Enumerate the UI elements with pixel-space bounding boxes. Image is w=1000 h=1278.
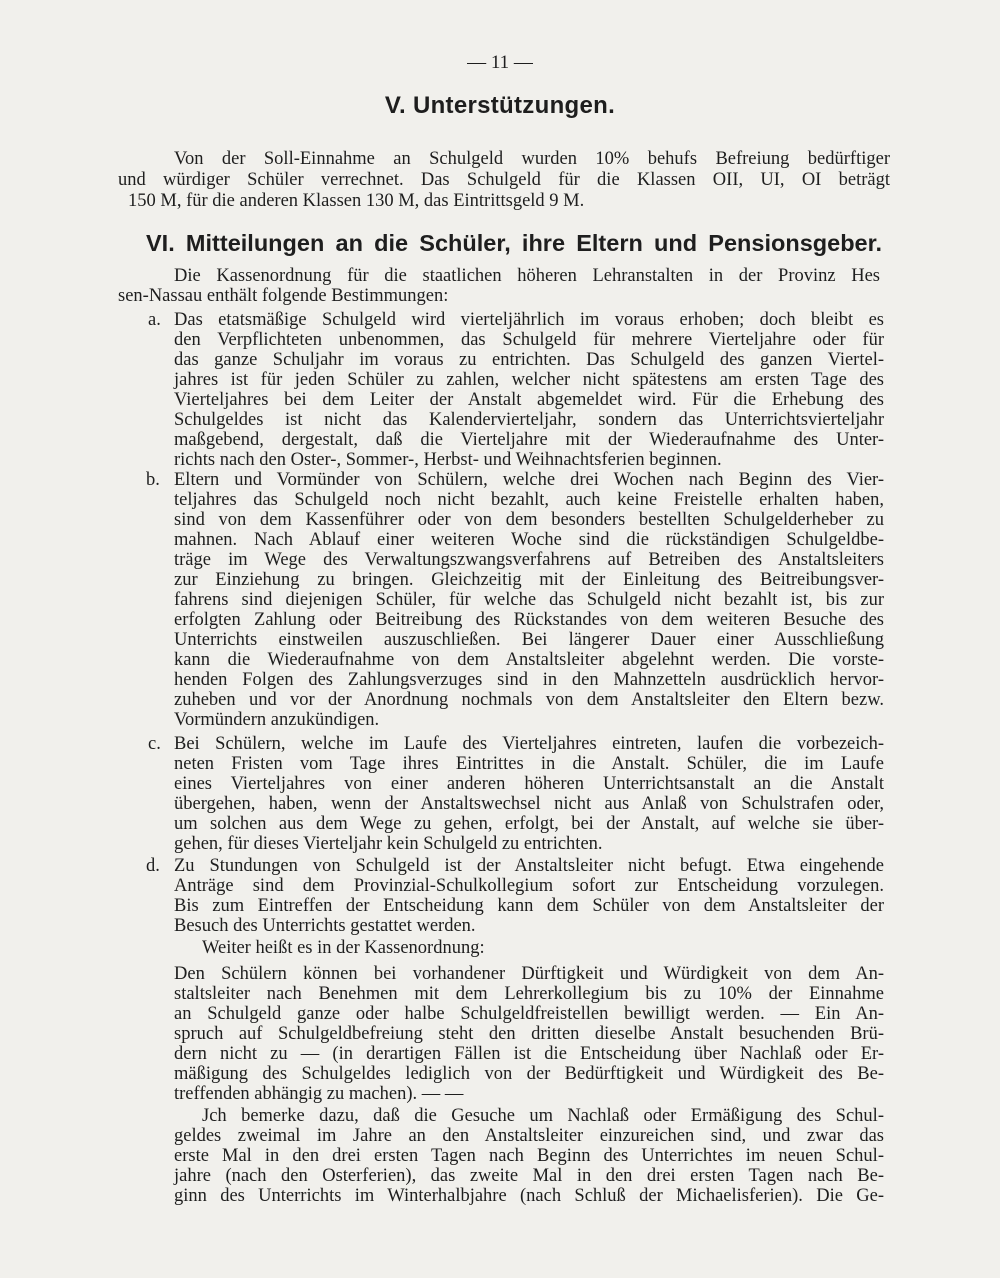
quote-line: dern nicht zu — (in derartigen Fällen ist die Entscheidung über Nachlaß oder Er- xyxy=(174,1044,884,1064)
item-b-line: zuheben und vor der Anordnung nochmals von dem Anstaltsleiter den Eltern bezw. xyxy=(174,690,884,710)
item-d-line: Besuch des Unterrichts gestattet werden. xyxy=(174,916,476,936)
quote-line: treffenden abhängig zu machen). — — xyxy=(174,1084,464,1104)
closing-line: erste Mal in den drei ersten Tagen nach Beginn des Unterrichtes im neuen Schul- xyxy=(174,1146,884,1166)
item-a-line: den Verpflichteten unbenommen, das Schulgeld für mehrere Vierteljahre oder für xyxy=(174,330,884,350)
closing-line: jahre (nach den Osterferien), das zweite Mal in den drei ersten Tagen nach Be- xyxy=(174,1166,884,1186)
item-c-line: eines Vierteljahres von einer anderen höheren Unterrichtsanstalt an die Anstalt xyxy=(174,774,884,794)
closing-line: ginn des Unterrichts im Winterhalbjahre (nach Schluß der Michaelisferien). Die Ge- xyxy=(174,1186,884,1206)
quote-line: spruch auf Schulgeldbefreiung steht den dritten dieselbe Anstalt besuchenden Brü- xyxy=(174,1024,884,1044)
item-a-line: jahres ist für jeden Schüler zu zahlen, welcher nicht spätestens am ersten Tage des xyxy=(174,370,884,390)
page-number: — 11 — xyxy=(467,52,533,73)
item-b-line: träge im Wege des Verwaltungszwangsverfahrens auf Betreiben des Anstaltsleiters xyxy=(174,550,884,570)
quote-line: staltsleiter nach Benehmen mit dem Lehrerkollegium bis zu 10% der Einnahme xyxy=(174,984,884,1004)
item-b-line: erfolgten Zahlung oder Beitreibung des Rückstandes von dem weiteren Besuche des xyxy=(174,610,884,630)
item-b-line: Vormündern anzukündigen. xyxy=(174,710,380,730)
item-a-line: Schulgeldes ist nicht das Kalendervierteljahr, sondern das Unterrichtsvierteljahr xyxy=(174,410,884,430)
section-5-line: Von der Soll-Einnahme an Schulgeld wurden 10% behufs Befreiung bedürftiger xyxy=(174,149,890,169)
item-a-line: Das etatsmäßige Schulgeld wird vierteljährlich im voraus erhoben; doch bleibt es xyxy=(174,310,884,330)
item-d-line: Anträge sind dem Provinzial-Schulkollegium sofort zur Entscheidung vorzulegen. xyxy=(174,876,884,896)
section-6-intro-line: Die Kassenordnung für die staatlichen höheren Lehranstalten in der Provinz Hes xyxy=(174,266,880,286)
item-b-line: mahnen. Nach Ablauf einer weiteren Woche sind die rückständigen Schulgeldbe- xyxy=(174,530,884,550)
quote-line: mäßigung des Schulgeldes lediglich von der Bedürftigkeit und Würdigkeit des Be- xyxy=(174,1064,884,1084)
item-a-line: maßgebend, dergestalt, daß die Vierteljahre mit der Wiederaufnahme des Unter- xyxy=(174,430,884,450)
item-c-line: Bei Schülern, welche im Laufe des Vierteljahres eintreten, laufen die vorbezeich- xyxy=(174,734,884,754)
item-b-line: fahrens sind diejenigen Schüler, für welche das Schulgeld nicht bezahlt ist, bis zur xyxy=(174,590,884,610)
quote-line: an Schulgeld ganze oder halbe Schulgeldfreistellen bewilligt werden. — Ein An- xyxy=(174,1004,884,1024)
item-b-line: henden Folgen des Zahlungsverzuges sind in den Mahnzetteln ausdrücklich hervor- xyxy=(174,670,884,690)
item-b-line: Eltern und Vormünder von Schülern, welche drei Wochen nach Beginn des Vier- xyxy=(174,470,884,490)
section-5-line: 150 M, für die anderen Klassen 130 M, das Eintrittsgeld 9 M. xyxy=(128,191,585,211)
item-d-marker: d. xyxy=(146,856,160,876)
item-c-line: neten Fristen vom Tage ihres Eintrittes in die Anstalt. Schüler, die im Laufe xyxy=(174,754,884,774)
item-a-line: Vierteljahres bei dem Leiter der Anstalt abgemeldet wird. Für die Erhebung des xyxy=(174,390,884,410)
continuation-line: Weiter heißt es in der Kassenordnung: xyxy=(202,938,485,958)
item-b-marker: b. xyxy=(146,470,160,490)
section-5-line: und würdiger Schüler verrechnet. Das Schulgeld für die Klassen OII, UI, OI beträgt xyxy=(118,170,890,190)
item-d-line: Zu Stundungen von Schulgeld ist der Anstaltsleiter nicht befugt. Etwa eingehende xyxy=(174,856,884,876)
item-c-line: um solchen aus dem Wege zu gehen, erfolgt, bei der Anstalt, auf welche sie über- xyxy=(174,814,884,834)
item-a-marker: a. xyxy=(148,310,161,330)
section-6-title: VI. Mitteilungen an die Schüler, ihre Eltern und Pensionsgeber. xyxy=(146,230,882,256)
closing-line: geldes zweimal im Jahre an den Anstaltsleiter einzureichen sind, und zwar das xyxy=(174,1126,884,1146)
item-c-line: gehen, für dieses Vierteljahr kein Schulgeld zu entrichten. xyxy=(174,834,603,854)
item-c-line: übergehen, haben, wenn der Anstaltswechsel nicht aus Anlaß von Schulstrafen oder, xyxy=(174,794,884,814)
item-a-line: das ganze Schuljahr im voraus zu entrichten. Das Schulgeld des ganzen Viertel- xyxy=(174,350,884,370)
quote-line: Den Schülern können bei vorhandener Dürftigkeit und Würdigkeit von dem An- xyxy=(174,964,884,984)
item-b-line: sind von dem Kassenführer oder von dem besonders bestellten Schulgelderheber zu xyxy=(174,510,884,530)
item-b-line: zur Einziehung zu bringen. Gleichzeitig mit der Einleitung des Beitreibungsver- xyxy=(174,570,884,590)
item-b-line: kann die Wiederaufnahme von dem Anstaltsleiter abgelehnt werden. Die vorste- xyxy=(174,650,884,670)
item-c-marker: c. xyxy=(148,734,161,754)
item-b-line: Unterrichts einstweilen auszuschließen. Bei längerer Dauer einer Ausschließung xyxy=(174,630,884,650)
item-b-line: teljahres das Schulgeld noch nicht bezahlt, auch keine Freistelle erhalten haben, xyxy=(174,490,884,510)
section-5-title: V. Unterstützungen. xyxy=(384,92,616,119)
item-a-line: richts nach den Oster-, Sommer-, Herbst- und Weihnachtsferien beginnen. xyxy=(174,450,722,470)
section-6-intro-line: sen-Nassau enthält folgende Bestimmungen: xyxy=(118,286,449,306)
closing-line: Jch bemerke dazu, daß die Gesuche um Nachlaß oder Ermäßigung des Schul- xyxy=(202,1106,884,1126)
item-d-line: Bis zum Eintreffen der Entscheidung kann dem Schüler von dem Anstaltsleiter der xyxy=(174,896,884,916)
